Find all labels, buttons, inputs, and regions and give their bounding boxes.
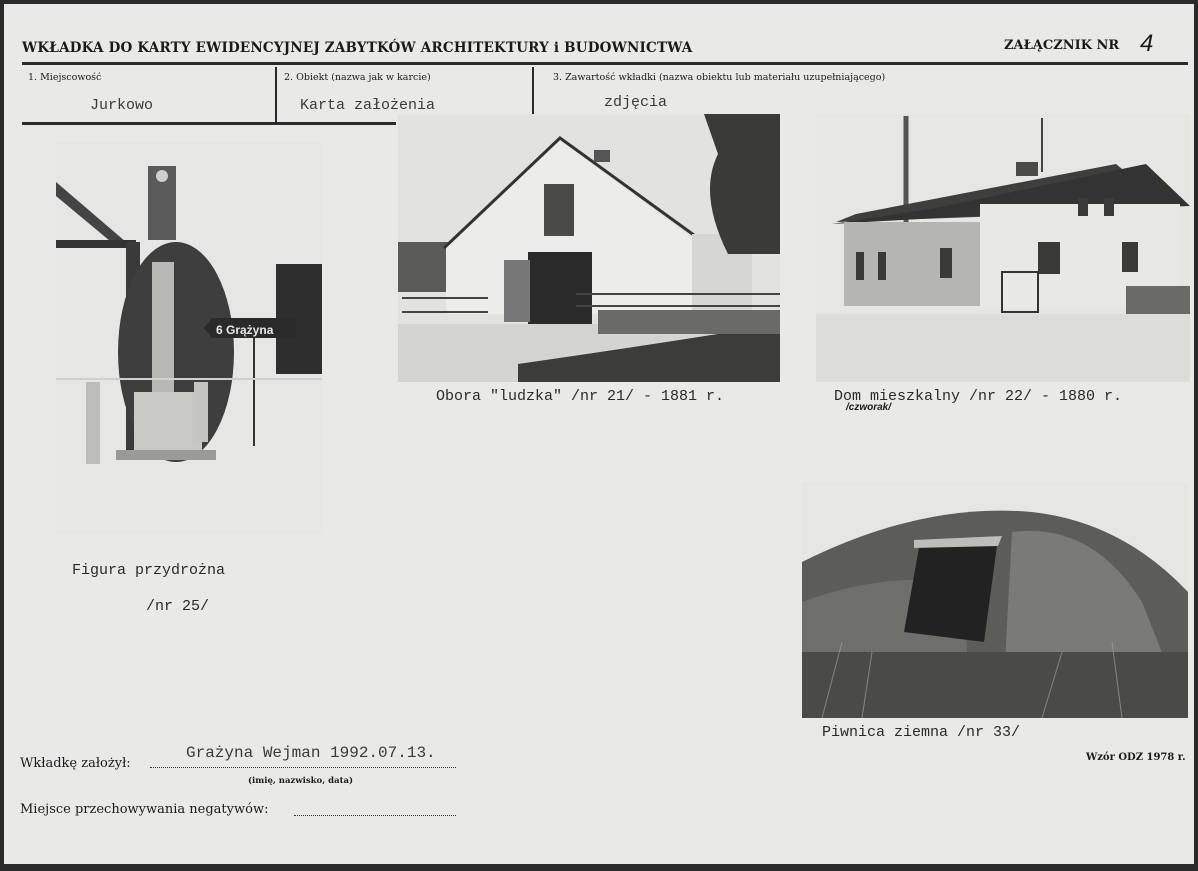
annex-label: ZAŁĄCZNIK NR xyxy=(1004,38,1120,53)
handwritten-note-czworak: /czworak/ xyxy=(846,402,892,413)
svg-text:6 Grążyna: 6 Grążyna xyxy=(216,323,274,337)
field-contents-value: zdjęcia xyxy=(604,94,668,111)
negatives-line xyxy=(294,814,456,816)
field-divider xyxy=(275,67,277,123)
field-object-label: 2. Obiekt (nazwa jak w karcie) xyxy=(284,72,431,83)
photo-house-frame xyxy=(816,114,1190,382)
annex-number: 4 xyxy=(1140,30,1154,57)
header-rule xyxy=(22,62,1188,65)
template-note: Wzór ODZ 1978 r. xyxy=(1086,752,1186,763)
field-divider xyxy=(532,67,534,117)
fields-bottom-rule xyxy=(22,122,396,125)
field-locality-value: Jurkowo xyxy=(90,97,154,114)
photo-roadside-figure-frame xyxy=(56,142,322,534)
caption-barn: Obora "ludzka" /nr 21/ - 1881 r. xyxy=(436,388,725,405)
caption-roadside-figure: Figura przydrożna xyxy=(72,562,226,579)
negatives-label: Miejsce przechowywania negatywów: xyxy=(20,802,269,817)
photo-roadside-figure xyxy=(56,142,322,534)
field-locality-label: 1. Miejscowość xyxy=(28,72,102,83)
created-by-hint: (imię, nazwisko, data) xyxy=(248,776,354,786)
photo-barn xyxy=(398,114,780,382)
created-by-line xyxy=(150,766,456,768)
created-by-label: Wkładkę założył: xyxy=(20,756,131,771)
created-by-value: Grażyna Wejman 1992.07.13. xyxy=(186,744,436,762)
photo-cellar-frame xyxy=(802,482,1188,718)
caption-cellar: Piwnica ziemna /nr 33/ xyxy=(822,724,1021,741)
document-sheet xyxy=(4,4,1194,864)
caption-roadside-figure-number: /nr 25/ xyxy=(146,598,210,615)
field-object-value: Karta założenia xyxy=(300,97,436,114)
field-contents-label: 3. Zawartość wkładki (nazwa obiektu lub materiału uzupełniającego) xyxy=(553,72,886,83)
photo-house xyxy=(816,114,1190,382)
photo-cellar xyxy=(802,482,1188,718)
form-title: WKŁADKA DO KARTY EWIDENCYJNEJ ZABYTKÓW ARCHITEKTURY i BUDOWNICTWA xyxy=(22,40,693,56)
caption-house: Dom mieszkalny /nr 22/ - 1880 r. xyxy=(834,388,1123,405)
photo-barn-frame xyxy=(398,114,780,382)
